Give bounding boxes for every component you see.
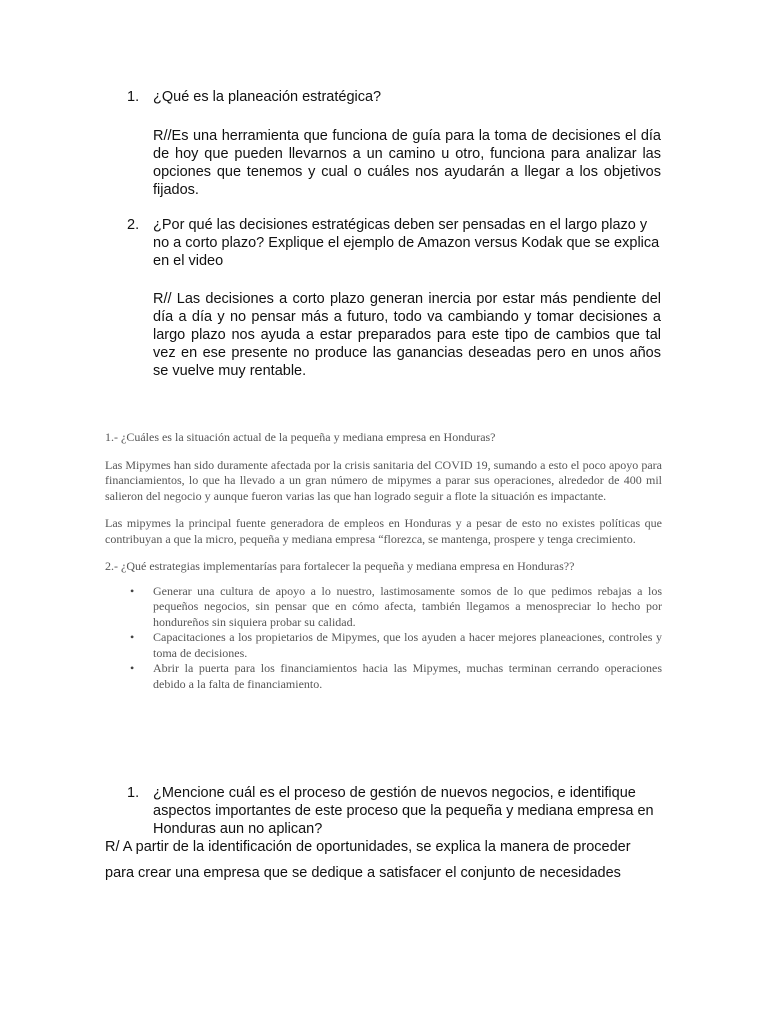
- list-item-text: Capacitaciones a los propietarios de Mipymes, que los ayuden a hacer mejores planeaciones, controles y toma de decisiones.: [153, 630, 662, 660]
- question-3: [127, 784, 660, 838]
- section-strategic-planning: [0, 88, 768, 380]
- question-text: ¿Mencione cuál es el proceso de gestión de nuevos negocios, e identifique aspectos importantes de este proceso que la pequeña y mediana empresa en Honduras aun no aplican?: [153, 785, 654, 837]
- bullet-icon: •: [130, 661, 135, 675]
- strategies-list: [105, 584, 662, 693]
- answer-line-2: para crear una empresa que se dedique a satisfacer el conjunto de necesidades: [105, 865, 621, 881]
- question-number: 1.: [127, 89, 140, 105]
- list-item: [105, 584, 662, 631]
- answer-line-1: R/ A partir de la identificación de oportunidades, se explica la manera de proceder: [105, 839, 631, 855]
- question-text: ¿Qué es la planeación estratégica?: [153, 89, 382, 105]
- list-item-text: Abrir la puerta para los financiamientos hacia las Mipymes, muchas terminan cerrando operaciones debido a la falta de financiamiento.: [153, 661, 662, 691]
- list-item-text: Generar una cultura de apoyo a lo nuestro, lastimosamente somos de lo que pedimos rebajas a los pequeños negocios, sin pensar que en cómo afecta, también llegamos a menospreciar lo hecho por hondureños sin siquiera probar su calidad.: [153, 583, 662, 629]
- bullet-icon: •: [130, 583, 135, 598]
- question-number: 1.: [127, 785, 140, 801]
- section-business-management: [0, 784, 768, 881]
- question-2: [127, 216, 660, 270]
- question-situation: 1.- ¿Cuáles es la situación actual de la pequeña y mediana empresa en Honduras?: [105, 430, 496, 444]
- paragraph-covid-impact: Las Mipymes han sido duramente afectada por la crisis sanitaria del COVID 19, sumando a esto el poco apoyo para financiamientos, lo que ha llevado a un gran número de mipymes a parar sus operaciones, alrededor de 400 mil salieron del negocio y aunque fueron varias las que han logrado seguir a flote la situación es impactante.: [105, 457, 662, 503]
- section-mipymes-honduras: [105, 430, 662, 692]
- question-1: [127, 88, 660, 106]
- question-text: ¿Por qué las decisiones estratégicas deben ser pensadas en el largo plazo y no a corto plazo? Explique el ejemplo de Amazon versus Kodak que se explica en el video: [153, 217, 660, 269]
- answer-2: R// Las decisiones a corto plazo generan inercia por estar más pendiente del día a día y no pensar más a futuro, todo va cambiando y tomar decisiones a largo plazo nos ayuda a estar preparados para este tipo de cambios que tal vez en ese presente no produce las ganancias deseadas pero en unos años se vuelve muy rentable.: [153, 291, 661, 379]
- question-strategies: 2.- ¿Qué estrategias implementarías para fortalecer la pequeña y mediana empresa en Honduras??: [105, 559, 575, 573]
- list-item: [105, 630, 662, 661]
- answer-1: R//Es una herramienta que funciona de guía para la toma de decisiones el día de hoy que pueden llevarnos a un camino u otro, funciona para analizar las opciones que tenemos y cual o cuáles nos ayudarán a llegar a los objetivos fijados.: [153, 128, 661, 198]
- paragraph-employment: Las mipymes la principal fuente generadora de empleos en Honduras y a pesar de esto no existes políticas que contribuyan a que la micro, pequeña y mediana empresa “florezca, se mantenga, prospere y tenga crecimiento.: [105, 516, 662, 546]
- list-item: [105, 661, 662, 692]
- question-number: 2.: [127, 217, 140, 233]
- bullet-icon: •: [130, 630, 135, 644]
